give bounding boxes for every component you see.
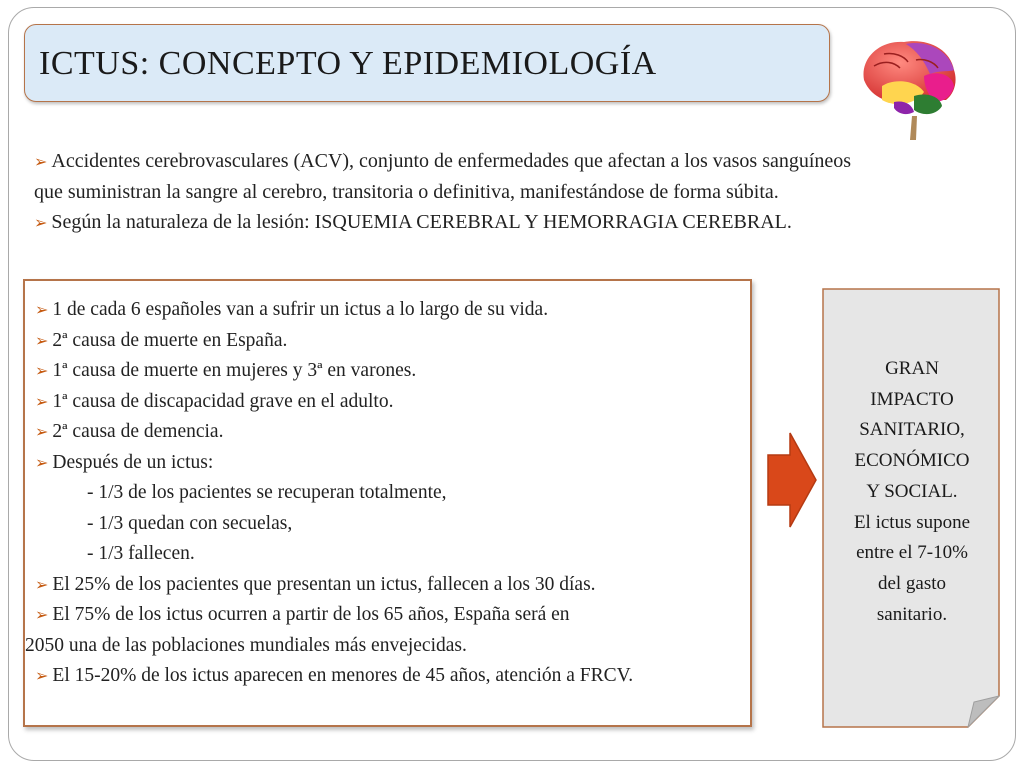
stat-text: El 75% de los ictus ocurren a partir de los 65 años, España será en [52,604,570,625]
statistics-list [25,295,634,692]
stat-text: 1 de cada 6 españoles van a sufrir un ictus a lo largo de su vida. [52,299,549,320]
stat-text: 2ª causa de muerte en España. [52,329,288,351]
impact-note [822,288,1000,728]
arrowhead-bullet-icon: ➢ [35,330,49,350]
intro-bullet-1 [34,146,984,177]
impact-line: ECONÓMICO [854,450,970,472]
statistics-box [23,279,752,727]
arrowhead-bullet-icon: ➢ [35,422,49,441]
stat-text: El 25% de los pacientes que presentan un ictus, fallecen a los 30 días. [52,573,596,595]
intro-line-2: que suministran la sangre al cerebro, transitoria o definitiva, manifestándose de forma súbita. [34,181,779,203]
impact-line: El ictus supone [853,511,971,533]
intro-line-2-wrap [34,177,984,207]
arrowhead-bullet-icon: ➢ [34,152,48,171]
stat-item [35,295,633,326]
impact-line: GRAN [885,358,939,379]
intro-line-1: Accidentes cerebrovasculares (ACV), conjunto de enfermedades que afectan a los vasos sanguíneos [51,150,852,172]
stat-subitem: - 1/3 quedan con secuelas, [87,512,293,534]
impact-line: entre el 7-10% [856,542,968,564]
stat-item [35,417,633,448]
stat-item-continuation: 2050 una de las poblaciones mundiales más envejecidas. [25,634,467,656]
arrowhead-bullet-icon: ➢ [35,300,49,319]
arrowhead-bullet-icon: ➢ [35,391,49,411]
title-box [24,24,830,102]
arrowhead-bullet-icon: ➢ [35,452,49,472]
right-arrow-icon [766,431,818,529]
stat-text: 2ª causa de demencia. [52,421,224,442]
impact-text [830,354,994,630]
impact-line: del gasto [877,572,947,594]
intro-line-3: Según la naturaleza de la lesión: ISQUEMIA CEREBRAL Y HEMORRAGIA CEREBRAL. [51,211,792,233]
stat-item [35,356,633,387]
impact-line: Y SOCIAL. [866,480,958,502]
stat-item [35,661,633,692]
arrowhead-bullet-icon: ➢ [35,666,49,685]
stat-item [35,570,633,601]
stat-text: 1ª causa de discapacidad grave en el adulto. [52,390,394,412]
stat-subitem: - 1/3 de los pacientes se recuperan totalmente, [87,482,447,503]
impact-line: IMPACTO [870,388,954,410]
stat-subitem: - 1/3 fallecen. [87,543,195,564]
stat-item [35,326,633,357]
brain-icon [854,30,966,142]
slide-title: ICTUS: CONCEPTO Y EPIDEMIOLOGÍA [39,45,657,82]
arrowhead-bullet-icon: ➢ [34,213,48,232]
stat-text: 1ª causa de muerte en mujeres y 3ª en varones. [52,360,417,381]
arrowhead-bullet-icon: ➢ [35,605,49,624]
arrowhead-bullet-icon: ➢ [35,574,49,594]
stat-text: El 15-20% de los ictus aparecen en menores de 45 años, atención a FRCV. [52,665,634,686]
impact-line: SANITARIO, [859,419,965,441]
arrowhead-bullet-icon: ➢ [35,361,49,380]
stat-item [35,387,633,418]
stat-item [35,448,633,479]
intro-bullet-2 [34,207,984,238]
stat-item [35,600,633,631]
intro-section [34,146,984,238]
stat-text: Después de un ictus: [52,451,214,473]
impact-line: sanitario. [876,603,948,625]
